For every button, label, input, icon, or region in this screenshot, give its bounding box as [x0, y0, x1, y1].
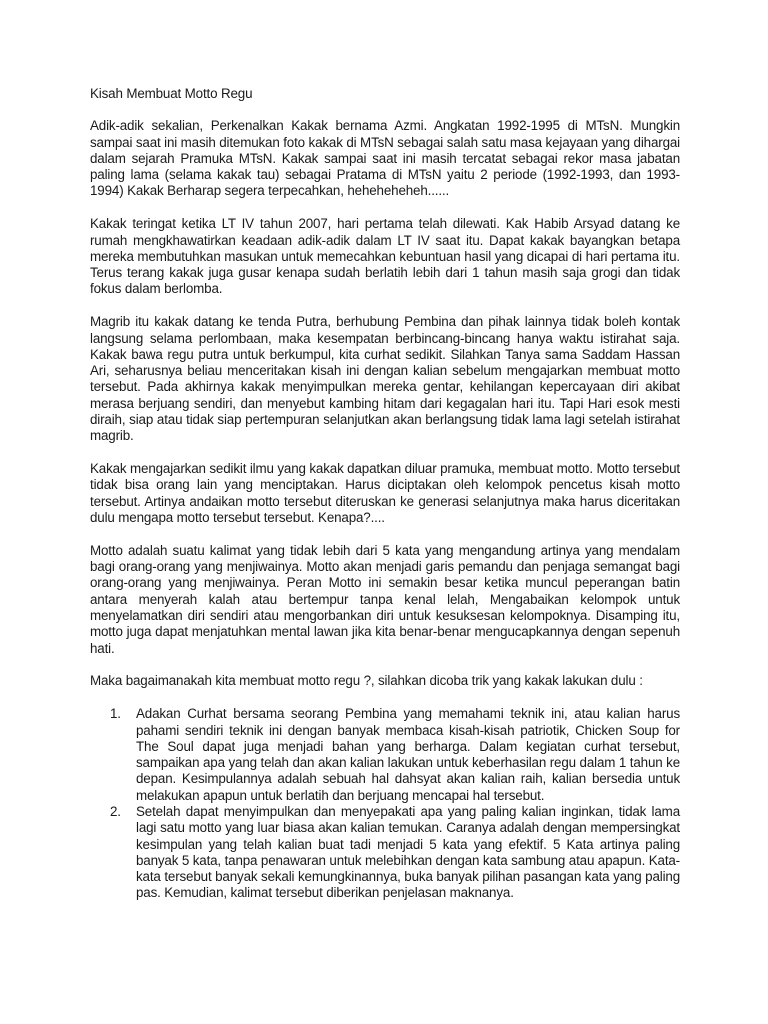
- paragraph-magrib-visit: Magrib itu kakak datang ke tenda Putra, berhubung Pembina dan pihak lainnya tidak boleh kontak langsung selama perlombaan, maka kesempatan berbincang-bincang hanya waktu istirahat saja. Kakak bawa regu putra untuk berkumpul, kita curhat sedikit. Silahkan Tanya sama Saddam Hassan Ari, seharusnya beliau menceritakan kisah ini dengan kalian sebelum mengajarkan membuat motto tersebut. Pada akhirnya kakak menyimpulkan mereka gentar, kehilangan kepercayaan diri akibat merasa berjuang sendiri, dan menyebut kambing hitam dari kegagalan hari itu. Tapi Hari esok mesti diraih, siap atau tidak siap pertempuran selanjutkan akan berlangsung tidak lama lagi setelah istirahat magrib.: [90, 314, 680, 444]
- paragraph-how-to-intro: Maka bagaimanakah kita membuat motto regu ?, silahkan dicoba trik yang kakak lakukan dulu :: [90, 673, 643, 689]
- steps-list: [90, 706, 680, 902]
- paragraph-lt-iv-memory: Kakak teringat ketika LT IV tahun 2007, hari pertama telah dilewati. Kak Habib Arsyad datang ke rumah mengkhawatirkan keadaan adik-adik dalam LT IV saat itu. Dapat kakak bayangkan betapa mereka membutuhkan masukan untuk memecahkan kebuntuan hasil yang dicapai di hari pertama itu. Terus terang kakak juga gusar kenapa sudah berlatih lebih dari 1 tahun masih saja grogi dan tidak fokus dalam berlomba.: [90, 216, 680, 297]
- paragraph-introduction: Adik-adik sekalian, Perkenalkan Kakak bernama Azmi. Angkatan 1992-1995 di MTsN. Mungkin sampai saat ini masih ditemukan foto kakak di MTsN sebagai salah satu masa kejayaan yang dihargai dalam sejarah Pramuka MTsN. Kakak sampai saat ini masih tercatat sebagai rekor masa jabatan paling lama (selama kakak tau) sebagai Pratama di MTsN yaitu 2 periode (1992-1993, dan 1993-1994) Kakak Berharap segera terpecahkan, heheheheheh......: [90, 118, 680, 199]
- list-item-number: 1.: [110, 706, 121, 722]
- list-item: [90, 804, 680, 902]
- list-item-text: Adakan Curhat bersama seorang Pembina yang memahami teknik ini, atau kalian harus pahami sendiri teknik ini dengan banyak membaca kisah-kisah patriotik, Chicken Soup for The Soul dapat juga menjadi bahan yang berharga. Dalam kegiatan curhat tersebut, sampaikan apa yang telah dan akan kalian lakukan untuk keberhasilan regu dalam 1 tahun ke depan. Kesimpulannya adalah sebuah hal dahsyat akan kalian raih, kalian bersedia untuk melakukan apapun untuk berlatih dan berjuang mencapai hal tersebut.: [136, 706, 680, 803]
- document-page: [90, 86, 680, 902]
- list-item: [90, 706, 680, 804]
- paragraph-motto-definition: Motto adalah suatu kalimat yang tidak lebih dari 5 kata yang mengandung artinya yang mendalam bagi orang-orang yang menjiwainya. Motto akan menjadi garis pemandu dan penjaga semangat bagi orang-orang yang menjiwainya. Peran Motto ini semakin besar ketika muncul peperangan batin antara menyerah kalah atau bertempur tanpa kenal lelah, Mengabaikan kelompok untuk menyelamatkan diri sendiri atau mengorbankan diri untuk kesuksesan kelompoknya. Disamping itu, motto juga dapat menjatuhkan mental lawan jika kita benar-benar mengucapkannya dengan sepenuh hati.: [90, 542, 680, 656]
- paragraph-teaching-motto: Kakak mengajarkan sedikit ilmu yang kakak dapatkan diluar pramuka, membuat motto. Motto tersebut tidak bisa orang lain yang menciptakan. Harus diciptakan oleh kelompok pencetus kisah motto tersebut. Artinya andaikan motto tersebut diteruskan ke generasi selanjutnya maka harus diceritakan dulu mengapa motto tersebut tersebut. Kenapa?....: [90, 461, 680, 526]
- document-title: Kisah Membuat Motto Regu: [90, 86, 253, 101]
- list-item-number: 2.: [110, 803, 121, 819]
- list-item-text: Setelah dapat menyimpulkan dan menyepakati apa yang paling kalian inginkan, tidak lama lagi satu motto yang luar biasa akan kalian temukan. Caranya adalah dengan mempersingkat kesimpulan yang telah kalian buat tadi menjadi 5 kata yang efektif. 5 Kata artinya paling banyak 5 kata, tanpa penawaran untuk melebihkan dengan kata sambung atau apapun. Kata-kata tersebut banyak sekali kemungkinannya, buka banyak pilihan pasangan kata yang paling pas. Kemudian, kalimat tersebut diberikan penjelasan maknanya.: [136, 803, 680, 901]
